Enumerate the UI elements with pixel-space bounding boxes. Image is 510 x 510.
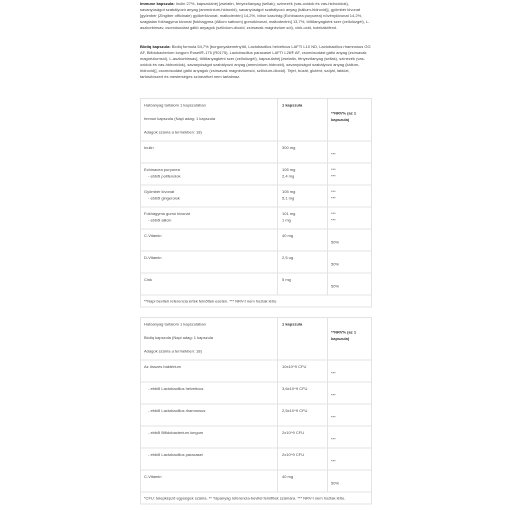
ingredient-amount: 5,1 mg — [282, 196, 295, 201]
ingredient-amount: 300 mg — [282, 145, 296, 150]
table-header-nrv-label: **NRV% (az 1 kapszula) — [331, 330, 357, 341]
ingredient-name: C-Vitamin — [144, 233, 162, 238]
nrv-cell — [328, 405, 372, 427]
nrv-cell — [328, 427, 372, 449]
immune-capsule-ingredients-text: Inulin 27%, kapszulahéj [zselatin, fényezőanyag (sellak), színezék (vas-oxidok és vas-hidroxidok), savanyúságot szabályozó anyag (ammónium-hidroxid), savanyúságot szabályozó anyag (kálium-hidroxid)], gyömbér kivonat [gyömbér (Zingiber officinale) gyökérkivonat, maltodextrin] 14,2%, bíbor kasvirág (Echinacea purpurea) növénykivonat 14,2%, szagtalan fokhagyma kivonat [fokhagyma (Allium sativum) gumókivonat, maltodextrin] 13,7%, töltőanyagként szer (cellulózgél), L-aszkorbinsav, csomósodást gátló anyagok (szilícium-dioxid, zsírsavak magnézium sói), cink-oxid, kolekalciferol. — [140, 1, 370, 30]
nrv-cell — [328, 274, 372, 296]
table-header-nrv — [328, 99, 372, 142]
table-header-amount-label: 1 kapszula — [282, 103, 303, 108]
immune-capsule-ingredients — [140, 1, 372, 31]
ingredient-nrv: *** — [331, 459, 336, 464]
ingredient-nrv: 50% — [331, 240, 340, 245]
ingredient-amount: 2,4 mg — [282, 174, 295, 179]
ingredient-amount: 1 mg — [282, 218, 291, 223]
ingredient-name-cell — [141, 427, 278, 449]
table-row — [141, 361, 372, 383]
table-row — [141, 449, 372, 471]
amount-cell — [278, 186, 328, 208]
amount-cell — [278, 164, 328, 186]
table-header-line: Hatóanyag tartalom 1 kapszulában — [144, 103, 206, 108]
table-row — [141, 405, 372, 427]
table-footnote-cell — [141, 296, 372, 308]
ingredient-nrv: *** — [331, 211, 336, 216]
ingredient-name-cell — [141, 449, 278, 471]
nrv-cell — [328, 383, 372, 405]
nrv-cell — [328, 164, 372, 186]
ingredient-nrv: *** — [331, 218, 336, 223]
ingredient-subcomponent: - ebből polifenolok — [148, 174, 181, 179]
table-row — [141, 230, 372, 252]
table-row — [141, 383, 372, 405]
amount-cell — [278, 427, 328, 449]
nrv-cell — [328, 471, 372, 493]
nrv-cell — [328, 208, 372, 230]
ingredient-nrv: 50% — [331, 284, 340, 289]
immune-capsule-nutrition-table — [140, 98, 372, 308]
ingredient-amount: 101 mg — [282, 211, 296, 216]
table-header-amount — [278, 99, 328, 142]
ingredient-amount: 2x10^9 CFU — [282, 430, 305, 435]
ingredient-name: Gyömbér kivonat — [144, 189, 175, 194]
ingredient-name-cell — [141, 383, 278, 405]
ingredient-amount: 2,5x10^9 CFU — [282, 408, 308, 413]
ingredient-subcomponent: - ebből Bifidobacterium longum — [148, 430, 204, 435]
table-row — [141, 274, 372, 296]
nrv-cell — [328, 449, 372, 471]
ingredient-nrv: *** — [331, 167, 336, 172]
immune-capsule-ingredients-label: Immune kapszula: — [140, 1, 175, 6]
ingredient-name: Cink — [144, 277, 153, 282]
table-row — [141, 427, 372, 449]
biotiq-capsule-ingredients-label: Biotiq kapszula: — [140, 44, 171, 49]
ingredient-name: Inulin — [144, 145, 154, 150]
ingredient-nrv: *** — [331, 415, 336, 420]
table-header-line: Hatóanyag tartalom 1 kapszulában — [144, 322, 206, 327]
ingredient-nrv: 50% — [331, 262, 340, 267]
ingredient-amount: 2,5 ug — [282, 255, 294, 260]
table-footnote: *CFU: telepképző egységek száma. ** Tápanyag referencia-bevitel felnőttek számára. *** NRV-t nem hoztak létre. — [144, 496, 346, 501]
ingredient-amount: 10x10^9 CFU — [282, 364, 307, 369]
ingredient-amount: 105 mg — [282, 189, 296, 194]
table-header-row — [141, 318, 372, 361]
ingredient-nrv: *** — [331, 189, 336, 194]
ingredient-nrv: *** — [331, 371, 336, 376]
amount-cell — [278, 383, 328, 405]
ingredient-name-cell — [141, 164, 278, 186]
table-row — [141, 252, 372, 274]
ingredient-name-cell — [141, 186, 278, 208]
amount-cell — [278, 208, 328, 230]
ingredient-name-cell — [141, 208, 278, 230]
ingredient-subcomponent: - ebből Lactobacillus paracasei — [148, 452, 203, 457]
ingredient-subcomponent: - ebből Lactobacillus rhamnosus — [148, 408, 206, 413]
ingredient-name: Echinacea purpurea — [144, 167, 180, 172]
ingredient-name-cell — [141, 142, 278, 164]
ingredient-nrv: *** — [331, 393, 336, 398]
table-row — [141, 208, 372, 230]
ingredient-nrv: *** — [331, 152, 336, 157]
amount-cell — [278, 449, 328, 471]
amount-cell — [278, 405, 328, 427]
ingredient-amount: 105 mg — [282, 167, 296, 172]
table-row — [141, 142, 372, 164]
table-footnote: **Napi beviteli referencia érték felnőttek esetén. *** NRV-t nem hoztak létre — [144, 299, 277, 304]
ingredient-name-cell — [141, 471, 278, 493]
table-header-active-ingredients — [141, 318, 278, 361]
table-header-nrv — [328, 318, 372, 361]
table-header-line: Adagok száma a termékben: 18) — [144, 130, 202, 135]
table-header-amount-label: 1 kapszula — [282, 322, 303, 327]
nrv-cell — [328, 142, 372, 164]
ingredient-subcomponent: - ebből allicin — [148, 218, 172, 223]
ingredient-subcomponent: - ebből Lactobacillus helveticus — [148, 386, 204, 391]
ingredient-amount: 2x10^9 CFU — [282, 452, 305, 457]
ingredient-name-cell — [141, 361, 278, 383]
ingredient-nrv: *** — [331, 437, 336, 442]
table-row — [141, 186, 372, 208]
table-header-line: Immun kapszula (Napi adag: 1 kapszula — [144, 116, 216, 121]
ingredient-amount: 40 mg — [282, 474, 294, 479]
ingredient-name-cell — [141, 252, 278, 274]
ingredient-nrv: 50% — [331, 481, 340, 486]
table-header-line: Adagok száma a termékben: 18) — [144, 349, 202, 354]
nrv-cell — [328, 361, 372, 383]
ingredient-name: C-Vitamin — [144, 474, 162, 479]
biotiq-capsule-ingredients-text: Biotiq formula 54,7% [burgonyakeményítő, Lactobacillus helveticus LAFTI L10 ND, Lactobacillus rhamnosus GG AF, Bifidobacterium longum Rosell®-175 (R0175), Lactobacillus paracasei LAFTI L26® AF, csomósodást gátló anyag (zsírsavak magnéziumsói), L-aszkorbinsav], töltőanyagként szer (cellulózgél), kapszulahéj [zselatin, fényezőanyag (sellak), színezék (vas-oxidok és vas-hidroxidok), savanyúságot szabályozó anyag (ammónium-hidroxid), savanyúságot szabályozó anyag (kálium-hidroxid)], csomósodást gátló anyagok (zsírsavak magnéziumsói, szilícium-dioxid). Tejet, búzát, glutént, szóját, laktózt, tartósítószert és mesterséges színezéket nem tartalmaz. — [140, 44, 371, 79]
amount-cell — [278, 230, 328, 252]
ingredient-name-cell — [141, 230, 278, 252]
amount-cell — [278, 361, 328, 383]
ingredient-nrv: *** — [331, 196, 336, 201]
nrv-cell — [328, 252, 372, 274]
amount-cell — [278, 142, 328, 164]
nrv-cell — [328, 230, 372, 252]
amount-cell — [278, 252, 328, 274]
nrv-cell — [328, 186, 372, 208]
table-row — [141, 164, 372, 186]
ingredient-name: Az összes baktérium — [144, 364, 181, 369]
amount-cell — [278, 471, 328, 493]
table-header-active-ingredients — [141, 99, 278, 142]
ingredient-name-cell — [141, 405, 278, 427]
biotiq-capsule-nutrition-table — [140, 317, 372, 505]
ingredient-subcomponent: - ebből gingerolok — [148, 196, 180, 201]
amount-cell — [278, 274, 328, 296]
biotiq-capsule-ingredients — [140, 44, 372, 80]
table-header-row — [141, 99, 372, 142]
ingredient-amount: 3,6x10^9 CFU — [282, 386, 308, 391]
table-footnote-cell — [141, 493, 372, 505]
table-header-amount — [278, 318, 328, 361]
ingredient-name: D-Vitamin — [144, 255, 162, 260]
table-footnote-row — [141, 493, 372, 505]
ingredient-amount: 40 mg — [282, 233, 294, 238]
table-row — [141, 471, 372, 493]
table-header-nrv-label: **NRV% (az 1 kapszula) — [331, 111, 357, 122]
ingredient-amount: 5 mg — [282, 277, 291, 282]
ingredient-nrv: *** — [331, 174, 336, 179]
ingredient-name-cell — [141, 274, 278, 296]
table-footnote-row — [141, 296, 372, 308]
ingredient-name: Fokhagyma gumó kivonat — [144, 211, 190, 216]
table-header-line: Biotiq kapszula (Napi adag: 1 kapszula — [144, 335, 213, 340]
